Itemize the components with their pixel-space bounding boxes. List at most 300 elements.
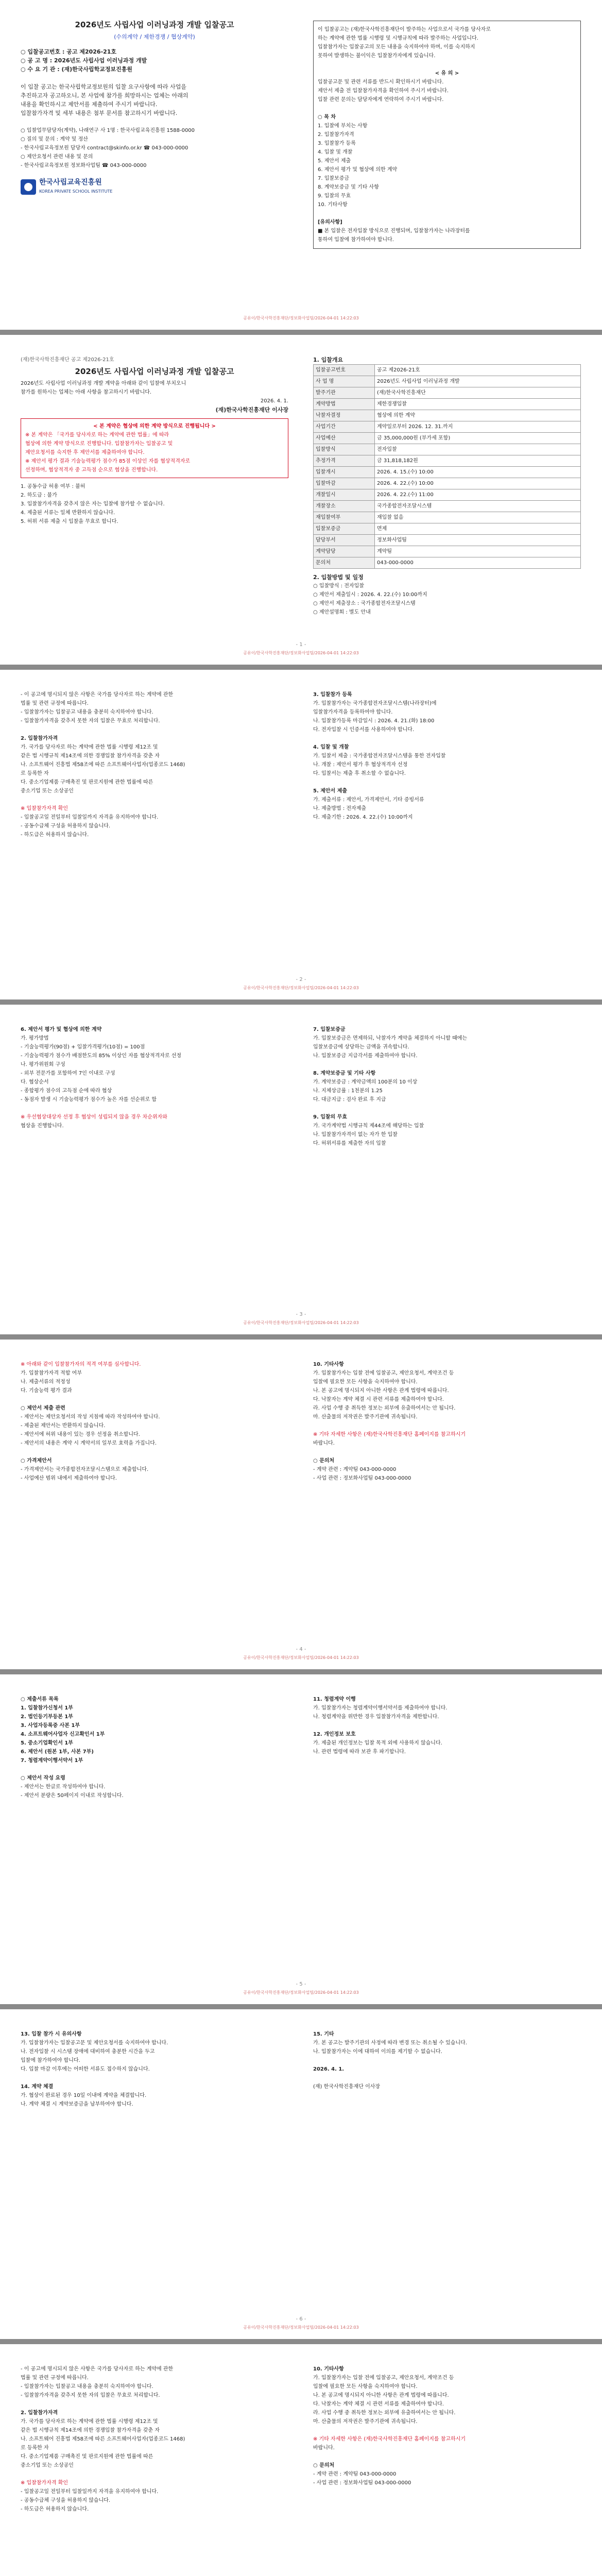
p2-notice: ※ 제안서 평가 결과 기술능력평가 점수가 85점 이상인 자를 협상적격자로 — [25, 459, 191, 464]
page-1-left-column — [21, 21, 288, 204]
text-line: ○ 제안서 작성 요령 — [21, 1775, 65, 1781]
page-1-body-line: 입찰참가자격 및 세부 내용은 첨부 문서를 참고하시기 바랍니다. — [21, 110, 178, 116]
table-row — [314, 455, 581, 467]
institute-logo-icon — [21, 179, 36, 195]
p2-heading: 1. 입찰개요 — [313, 357, 343, 363]
text-line: - 제출된 제안서는 반환하지 않습니다. — [21, 1423, 106, 1429]
text-line: 가. 입찰참가자는 청렴계약이행서약서를 제출하여야 합니다. — [313, 1705, 448, 1711]
table-row — [314, 478, 581, 489]
p1-right-line: 7. 입찰보증금 — [318, 176, 350, 181]
p1-right-line: 3. 입찰참가 등록 — [318, 141, 356, 146]
p1-right-line: ■ 본 입찰은 전자입찰 방식으로 진행되며, 입찰참가자는 나라장터를 — [318, 228, 470, 234]
table-cell: 금 31,818,182원 — [375, 455, 581, 467]
p1-right-line: 입찰공고문 및 관련 서류를 반드시 확인하시기 바랍니다. — [318, 79, 444, 85]
text-line — [313, 1448, 581, 1456]
text-line: 같은 법 시행규칙 제14조에 의한 경쟁입찰 참가자격을 갖춘 자 — [21, 753, 160, 759]
table-row — [314, 387, 581, 399]
table-header-cell: 발주기관 — [314, 387, 375, 399]
p2-notice: 선정하며, 협상적격자 중 고득점 순으로 협상을 진행합니다. — [25, 467, 158, 473]
text-line: - 기술능력평가 점수가 배점한도의 85% 이상인 자를 협상적격자로 선정 — [21, 1053, 182, 1059]
table-row — [314, 546, 581, 557]
text-line — [313, 778, 581, 787]
page-number: - 2 - — [296, 977, 306, 982]
p1-right-line: 4. 입찰 및 개찰 — [318, 149, 353, 155]
text-line: 나. 입찰보증금 지급각서를 제출하여야 합니다. — [313, 1053, 418, 1059]
page-4 — [0, 1005, 602, 1334]
text-line: 중소기업 또는 소상공인 — [21, 2463, 74, 2468]
page-number: - 3 - — [296, 1312, 306, 1317]
text-line: 나. 지체상금률 : 1천분의 1.25 — [313, 1088, 383, 1094]
text-line: 가. 국가를 당사자로 하는 계약에 관한 법률 시행령 제12조 및 — [21, 2419, 158, 2425]
table-cell: 계약일로부터 2026. 12. 31.까지 — [375, 421, 581, 433]
table-header-cell: 입찰개시 — [314, 467, 375, 478]
text-line: 6. 제안서 평가 및 협상에 의한 계약 — [21, 1027, 102, 1032]
table-row — [314, 433, 581, 444]
page-8-left-column — [21, 2365, 288, 2514]
text-line: 2026. 4. 1. — [313, 2066, 345, 2072]
text-line: 나. 본 공고에 명시되지 아니한 사항은 관계 법령에 따릅니다. — [313, 2393, 449, 2398]
text-line: 2. 입찰참가자격 — [21, 2410, 58, 2416]
text-line: 가. 국가를 당사자로 하는 계약에 관한 법률 시행령 제12조 및 — [21, 744, 158, 750]
text-line: 중소기업 또는 소상공인 — [21, 788, 74, 794]
text-line — [313, 2426, 581, 2435]
p1-right-line: 10. 기타사항 — [318, 202, 348, 208]
text-line: ※ 우선협상대상자 선정 후 협상이 성립되지 않을 경우 차순위자와 — [21, 1114, 167, 1120]
table-header-cell: 입찰방식 — [314, 444, 375, 455]
table-cell: 계약팀 — [375, 546, 581, 557]
text-line: 입찰보증금에 상당하는 금액을 귀속합니다. — [313, 1044, 409, 1050]
p1-right-line: 2. 입찰참가자격 — [318, 132, 354, 138]
table-row — [314, 489, 581, 501]
text-line: 4. 소프트웨어사업자 신고확인서 1부 — [21, 1732, 105, 1737]
table-cell: 2026. 4. 22.(수) 10:00 — [375, 478, 581, 489]
p1-right-line: 통하여 입찰에 참가하여야 합니다. — [318, 237, 394, 243]
logo-english: KOREA PRIVATE SCHOOL INSTITUTE — [39, 189, 113, 194]
p1-right-line: 1. 입찰에 부치는 사항 — [318, 123, 368, 129]
text-line: 협상을 진행합니다. — [21, 1123, 64, 1129]
text-line — [313, 2056, 581, 2065]
page-5-left-column — [21, 1360, 288, 1483]
table-row — [314, 467, 581, 478]
text-line: 10. 기타사항 — [313, 2366, 344, 2372]
text-line: - 이 공고에 명시되지 않은 사항은 국가를 당사자로 하는 계약에 관한 — [21, 2366, 174, 2372]
p1-right-line: ○ 목 차 — [318, 114, 336, 120]
text-line: 입찰에 필요한 모든 사항을 숙지하여야 합니다. — [313, 2384, 418, 2389]
p2-notice: 협상에 의한 계약 방식으로 진행합니다. 입찰참가자는 입찰공고 및 — [25, 441, 173, 447]
text-line: 입찰에 필요한 모든 사항을 숙지하여야 합니다. — [313, 1379, 418, 1385]
text-line: - 하도급은 허용하지 않습니다. — [21, 832, 89, 838]
text-line: - 하도급은 허용하지 않습니다. — [21, 2506, 89, 2512]
text-line: 가. 제출된 개인정보는 입찰 목적 외에 사용하지 않습니다. — [313, 1740, 442, 1746]
table-row — [314, 376, 581, 387]
text-line: 다. 제출기한 : 2026. 4. 22.(수) 10:00까지 — [313, 815, 413, 820]
text-line: 다. 대금지급 : 검사 완료 후 지급 — [313, 1097, 386, 1103]
table-cell: 공고 제2026-21호 — [375, 365, 581, 376]
table-row — [314, 501, 581, 512]
text-line: - 이 공고에 명시되지 않은 사항은 국가를 당사자로 하는 계약에 관한 — [21, 692, 174, 698]
text-line — [21, 1395, 288, 1404]
page-1-contact: ○ 질의 및 문의 : 계약 및 정산 — [21, 137, 88, 142]
table-cell: 043-000-0000 — [375, 557, 581, 569]
page-footer: 공유이/한국사학진흥재단/정보화사업팀/2026-04-01 14:22:03 — [243, 1320, 359, 1325]
page-1 — [0, 0, 602, 330]
text-line: 나. 입찰참가등록 마감일시 : 2026. 4. 21.(화) 18:00 — [313, 718, 435, 724]
text-line: 8. 계약보증금 및 기타 사항 — [313, 1071, 376, 1076]
p1-right-line: 못하여 발생하는 불이익은 입찰참가자에게 있습니다. — [318, 53, 436, 59]
page-2-left-column — [21, 355, 288, 526]
table-header-cell: 계약담당 — [314, 546, 375, 557]
page-3-left-column — [21, 690, 288, 839]
logo-korean: 한국사립교육진흥원 — [39, 178, 102, 187]
text-line — [313, 2074, 581, 2082]
text-line: 가. 국가계약법 시행규칙 제44조에 해당하는 입찰 — [313, 1123, 424, 1129]
text-line: - 입찰참가자는 입찰공고 내용을 충분히 숙지하여야 합니다. — [21, 2384, 153, 2389]
page-8-right-column — [313, 2365, 581, 2487]
table-header-cell: 추정가격 — [314, 455, 375, 467]
text-line: 7. 청렴계약이행서약서 1부 — [21, 1758, 83, 1764]
table-cell: 제한경쟁입찰 — [375, 399, 581, 410]
text-line: 다. 입찰 마감 이후에는 어떠한 서류도 접수하지 않습니다. — [21, 2066, 150, 2072]
text-line: ※ 기타 자세한 사항은 (재)한국사학진흥재단 홈페이지를 참고하시기 — [313, 1432, 466, 1437]
text-line: 마. 산출물의 저작권은 발주기관에 귀속됩니다. — [313, 2419, 418, 2425]
text-line: 15. 기타 — [313, 2031, 334, 2037]
page-1-body-line: 내용을 확인하시고 제안서를 제출하여 주시기 바랍니다. — [21, 101, 158, 108]
p2-intro: 2026년도 사립사업 이러닝과정 개발 계약을 아래와 같이 입찰에 부치오니 — [21, 381, 186, 386]
text-line: 3. 입찰참가 등록 — [313, 692, 352, 698]
table-header-cell: 개찰장소 — [314, 501, 375, 512]
text-line: 나. 개찰 : 제안서 평가 후 협상적격자 선정 — [313, 762, 408, 768]
page-1-right-column — [313, 21, 581, 249]
text-line: - 제안서는 한글로 작성하여야 합니다. — [21, 1784, 106, 1790]
text-line: 다. 협상순서 — [21, 1079, 49, 1085]
text-line: 2. 법인등기부등본 1부 — [21, 1714, 73, 1720]
p1-right-line: 6. 제안서 평가 및 협상에 의한 계약 — [318, 167, 398, 173]
table-cell: (재)한국사학진흥재단 — [375, 387, 581, 399]
text-line: ○ 가격제안서 — [21, 1458, 52, 1464]
page-footer: 공유이/한국사학진흥재단/정보화사업팀/2026-04-01 14:22:03 — [243, 316, 359, 320]
text-line: 가. 입찰참가자는 입찰 전에 입찰공고, 제안요청서, 계약조건 등 — [313, 1370, 454, 1376]
p2-intro: 참가를 원하시는 업체는 아래 사항을 참고하시기 바랍니다. — [21, 389, 152, 395]
text-line: - 계약 관련 : 계약팀 043-000-0000 — [313, 2471, 397, 2477]
text-line: 가. 제출서류 : 제안서, 가격제안서, 기타 증빙서류 — [313, 797, 424, 803]
text-line: 가. 계약보증금 : 계약금액의 100분의 10 이상 — [313, 1079, 418, 1085]
page-7-left-column — [21, 2030, 288, 2109]
text-line: 나. 계약 체결 시 계약보증금을 납부하여야 합니다. — [21, 2102, 133, 2107]
text-line: 입찰참가자격을 등록하여야 합니다. — [313, 709, 393, 715]
text-line — [21, 2400, 288, 2409]
text-line: 9. 입찰의 무효 — [313, 1114, 348, 1120]
page-footer: 공유이/한국사학진흥재단/정보화사업팀/2026-04-01 14:22:03 — [243, 1655, 359, 1660]
text-line: 나. 소프트웨어 진흥법 제58조에 따른 소프트웨어사업자(업종코드 1468) — [21, 2436, 185, 2442]
table-cell: 금 35,000,000원 (부가세 포함) — [375, 433, 581, 444]
p2-list: 4. 제출된 서류는 일체 반환하지 않습니다. — [21, 510, 115, 516]
p1-right-line: < 유 의 > — [435, 71, 459, 76]
page-3 — [0, 670, 602, 999]
text-line — [313, 1060, 581, 1069]
text-line: - 입찰참가자격을 갖추지 못한 자의 입찰은 무효로 처리합니다. — [21, 718, 160, 724]
text-line — [21, 1448, 288, 1456]
p1-right-line — [318, 209, 576, 218]
text-line: 법률 및 관련 규정에 따릅니다. — [21, 2375, 89, 2381]
table-header-cell: 낙찰자결정 — [314, 410, 375, 421]
table-cell: 2026. 4. 22.(수) 11:00 — [375, 489, 581, 501]
page-number: - 4 - — [296, 1647, 306, 1652]
page-1-contact: - 한국사립교육정보원 정보화사업팀 ☎ 043-000-0000 — [21, 163, 147, 168]
page-footer: 공유이/한국사학진흥재단/정보화사업팀/2026-04-01 14:22:03 — [243, 651, 359, 655]
text-line: 나. 소프트웨어 진흥법 제58조에 따른 소프트웨어사업자(업종코드 1468) — [21, 762, 185, 768]
table-header-cell: 개찰일시 — [314, 489, 375, 501]
text-line: 같은 법 시행규칙 제14조에 의한 경쟁입찰 참가자격을 갖춘 자 — [21, 2428, 160, 2433]
table-header-cell: 문의처 — [314, 557, 375, 569]
text-line — [313, 734, 581, 743]
text-line: 나. 관련 법령에 따라 보관 후 파기합니다. — [313, 1749, 406, 1755]
text-line: - 입찰참가자격을 갖추지 못한 자의 입찰은 무효로 처리합니다. — [21, 2393, 160, 2398]
text-line: ※ 입찰참가자격 확인 — [21, 2480, 68, 2486]
page-number: - 6 - — [296, 2316, 306, 2322]
bid-overview-table — [313, 364, 581, 569]
text-line: 나. 청렴계약을 위반한 경우 입찰참가자격을 제한합니다. — [313, 1714, 439, 1720]
page-5-right-column — [313, 1360, 581, 1483]
text-line: 11. 청렴계약 이행 — [313, 1697, 356, 1702]
p1-right-line: 5. 제안서 제출 — [318, 158, 351, 164]
p2-notice: < 본 계약은 협상에 의한 계약 방식으로 진행됩니다 > — [93, 423, 216, 429]
p1-right-line: 8. 계약보증금 및 기타 사항 — [318, 184, 379, 190]
page-1-title: 2026년도 사립사업 이러닝과정 개발 입찰공고 — [75, 20, 234, 29]
text-line: ○ 제안서 제출 관련 — [21, 1405, 65, 1411]
p2-intro-date: 2026. 4. 1. — [260, 398, 288, 404]
page-2-right-column — [313, 355, 581, 617]
text-line: 다. 중소기업제품 구매촉진 및 판로지원에 관한 법률에 따른 — [21, 779, 153, 785]
text-line: 다. 낙찰자는 계약 체결 시 관련 서류를 제출하여야 합니다. — [313, 1397, 444, 1402]
text-line: - 제안서의 내용은 계약 시 계약서의 일부로 효력을 가집니다. — [21, 1440, 157, 1446]
page-8 — [0, 2344, 602, 2576]
text-line: 다. 전자입찰 시 인증서를 사용하여야 합니다. — [313, 727, 415, 733]
table-header-cell: 계약방법 — [314, 399, 375, 410]
p2-schedule: ○ 입찰방식 : 전자입찰 — [313, 583, 364, 589]
text-line: 3. 사업자등록증 사본 1부 — [21, 1723, 80, 1728]
text-line: 로 등록한 자 — [21, 2445, 49, 2451]
text-line: 나. 전자입찰 시 시스템 장애에 대비하여 충분한 시간을 두고 — [21, 2049, 155, 2055]
table-cell: 2026. 4. 15.(수) 10:00 — [375, 467, 581, 478]
institute-logo — [21, 178, 288, 196]
text-line: ○ 제출서류 목록 — [21, 1697, 59, 1702]
text-line: ○ 문의처 — [313, 2463, 335, 2468]
text-line: 다. 입찰서는 제출 후 취소할 수 없습니다. — [313, 771, 406, 776]
text-line — [313, 1721, 581, 1730]
table-header-cell: 입찰마감 — [314, 478, 375, 489]
text-line: - 사업예산 범위 내에서 제출하여야 합니다. — [21, 1476, 117, 1481]
text-line: 6. 제안서 (원본 1부, 사본 7부) — [21, 1749, 94, 1755]
page-footer: 공유이/한국사학진흥재단/정보화사업팀/2026-04-01 14:22:03 — [243, 2325, 359, 2330]
text-line: 가. 입찰참가자는 입찰 전에 입찰공고, 제안요청서, 계약조건 등 — [313, 2375, 454, 2381]
table-row — [314, 444, 581, 455]
text-line: 다. 중소기업제품 구매촉진 및 판로지원에 관한 법률에 따른 — [21, 2454, 153, 2460]
text-line: - 입찰참가자는 입찰공고 내용을 충분히 숙지하여야 합니다. — [21, 709, 153, 715]
page-1-contact: ○ 제안요청서 관련 내용 및 문의 — [21, 154, 93, 160]
page-6 — [0, 1674, 602, 2004]
p2-notice-box — [21, 418, 288, 478]
page-2-header: (재)한국사학진흥재단 공고 제2026-21호 — [21, 357, 114, 363]
page-7-right-column — [313, 2030, 581, 2091]
table-row — [314, 523, 581, 535]
text-line: 로 등록한 자 — [21, 771, 49, 776]
p1-right-line: 제안서 제출 전 입찰참가자격을 확인하여 주시기 바랍니다. — [318, 88, 449, 94]
text-line: ○ 문의처 — [313, 1458, 335, 1464]
text-line: - 계약 관련 : 계약팀 043-000-0000 — [313, 1467, 397, 1472]
text-line: 가. 평가방법 — [21, 1036, 49, 1041]
p2-schedule: ○ 제안서 제출일시 : 2026. 4. 22.(수) 10:00까지 — [313, 592, 427, 598]
text-line: - 제안서 분량은 50페이지 이내로 작성합니다. — [21, 1793, 124, 1799]
text-line — [21, 725, 288, 734]
p1-right-line — [318, 60, 576, 69]
text-line: 나. 평가위원회 구성 — [21, 1062, 65, 1067]
text-line: - 사업 관련 : 정보화사업팀 043-000-0000 — [313, 1476, 411, 1481]
text-line: 가. 입찰서 제출 : 국가종합전자조달시스템을 통한 전자입찰 — [313, 753, 446, 759]
page-7 — [0, 2009, 602, 2339]
table-cell: 협상에 의한 계약 — [375, 410, 581, 421]
text-line: 13. 입찰 참가 시 유의사항 — [21, 2031, 82, 2037]
p1-right-line: 9. 입찰의 무효 — [318, 193, 351, 199]
page-2-title: 2026년도 사립사업 이러닝과정 개발 입찰공고 — [75, 367, 234, 376]
text-line: 나. 제출방법 : 전자제출 — [313, 806, 367, 811]
text-line: 10. 기타사항 — [313, 1362, 344, 1367]
table-row — [314, 557, 581, 569]
page-1-body-line: 추진하고자 공고하오니, 본 사업에 참가를 희망하시는 업체는 아래의 — [21, 92, 188, 99]
text-line: - 기술능력평가(90점) + 입찰가격평가(10점) = 100점 — [21, 1044, 145, 1050]
text-line: 다. 기술능력 평가 결과 — [21, 1388, 72, 1394]
p1-right-line: 이 입찰공고는 (재)한국사학진흥재단이 발주하는 사업으로서 국가를 당사자로 — [318, 27, 491, 32]
p1-right-line: 하는 계약에 관한 법률 시행령 및 시행규칙에 따라 발주하는 사업입니다. — [318, 36, 478, 41]
text-line: 가. 입찰참가자는 입찰공고문 및 제안요청서를 숙지하여야 합니다. — [21, 2040, 168, 2046]
text-line: 나. 입찰참가자는 이에 대하여 이의를 제기할 수 없습니다. — [313, 2049, 442, 2055]
table-row — [314, 421, 581, 433]
text-line: 가. 입찰참가자는 국가종합전자조달시스템(나라장터)에 — [313, 701, 437, 706]
table-header-cell: 사업예산 — [314, 433, 375, 444]
text-line: - 제안서에 허위 내용이 있는 경우 선정을 취소합니다. — [21, 1432, 140, 1437]
table-row — [314, 535, 581, 546]
text-line: 나. 본 공고에 명시되지 아니한 사항은 관계 법령에 따릅니다. — [313, 1388, 449, 1394]
table-header-cell: 사 업 명 — [314, 376, 375, 387]
page-3-right-column — [313, 690, 581, 822]
text-line — [21, 2470, 288, 2479]
text-line: - 종합평가 점수의 고득점 순에 따라 협상 — [21, 1088, 112, 1094]
text-line: 입찰에 참가하여야 합니다. — [21, 2058, 80, 2063]
page-1-item: ○ 공 고 명 : 2026년도 사립사업 이러닝과정 개발 — [21, 57, 147, 64]
page-1-item: ○ 수 요 기 관 : (재)한국사립학교정보진흥원 — [21, 66, 133, 73]
table-row — [314, 365, 581, 376]
p1-right-line — [318, 104, 576, 113]
text-line: 2. 입찰참가자격 — [21, 736, 58, 741]
p2-notice: 제안요청서를 숙지한 후 제안서를 제출하여야 합니다. — [25, 450, 145, 455]
p1-right-line: 입찰참가자는 입찰공고의 모든 내용을 숙지하여야 하며, 이를 숙지하지 — [318, 44, 475, 50]
table-header-cell: 입찰공고번호 — [314, 365, 375, 376]
text-line: 7. 입찰보증금 — [313, 1027, 346, 1032]
text-line: 4. 입찰 및 개찰 — [313, 744, 349, 750]
table-cell: 전자입찰 — [375, 444, 581, 455]
text-line — [313, 2452, 581, 2461]
page-5 — [0, 1340, 602, 1669]
text-line: ※ 아래와 같이 입찰참가자의 적격 여부를 심사합니다. — [21, 1362, 141, 1367]
text-line: 14. 계약 체결 — [21, 2084, 54, 2090]
table-cell: 국가종합전자조달시스템 — [375, 501, 581, 512]
text-line: 가. 입찰참가자격 적합 여부 — [21, 1370, 82, 1376]
text-line: 다. 낙찰자는 계약 체결 시 관련 서류를 제출하여야 합니다. — [313, 2401, 444, 2407]
table-row — [314, 512, 581, 523]
page-6-right-column — [313, 1695, 581, 1756]
text-line: 가. 본 공고는 발주기관의 사정에 따라 변경 또는 취소될 수 있습니다. — [313, 2040, 467, 2046]
p2-list: 1. 공동수급 허용 여부 : 불허 — [21, 484, 85, 489]
page-number: - 5 - — [296, 1981, 306, 1987]
page-1-contact: ○ 입찰업무담당자(계약), 나래연구 사 1명 : 한국사립교육진흥원 1588-0000 — [21, 128, 195, 133]
text-line — [21, 2074, 288, 2082]
text-line: 12. 개인정보 보호 — [313, 1732, 356, 1737]
table-header-cell: 재입찰여부 — [314, 512, 375, 523]
page-number: - 1 - — [296, 642, 306, 648]
table-cell: 2026년도 사립사업 이러닝과정 개발 — [375, 376, 581, 387]
p2-sign: (재)한국사학진흥재단 이사장 — [215, 406, 288, 413]
text-line: 라. 사업 수행 중 취득한 정보는 외부에 유출하여서는 안 됩니다. — [313, 2410, 456, 2416]
text-line: 바랍니다. — [313, 2445, 335, 2451]
text-line: 가. 협상이 완료된 경우 10일 이내에 계약을 체결합니다. — [21, 2093, 147, 2098]
text-line: - 사업 관련 : 정보화사업팀 043-000-0000 — [313, 2480, 411, 2486]
page-1-contact: - 한국사립교육정보원 담당자 contract@skinfo.or.kr ☎ 043-000-0000 — [21, 145, 188, 151]
text-line: 바랍니다. — [313, 1440, 335, 1446]
text-line — [313, 1104, 581, 1113]
text-line: - 가격제안서는 국가종합전자조달시스템으로 제출합니다. — [21, 1467, 149, 1472]
text-line: 1. 입찰참가신청서 1부 — [21, 1705, 73, 1711]
text-line: 5. 제안서 제출 — [313, 788, 348, 794]
text-line: ※ 입찰참가자격 확인 — [21, 806, 68, 811]
table-cell: 면제 — [375, 523, 581, 535]
text-line: 5. 중소기업확인서 1부 — [21, 1740, 73, 1746]
text-line: 라. 사업 수행 중 취득한 정보는 외부에 유출하여서는 안 됩니다. — [313, 1405, 456, 1411]
text-line: (재) 한국사학진흥재단 이사장 — [313, 2084, 381, 2090]
page-4-left-column — [21, 1025, 288, 1130]
text-line: - 공동수급체 구성을 허용하지 않습니다. — [21, 2498, 111, 2503]
text-line — [21, 795, 288, 804]
page-4-right-column — [313, 1025, 581, 1148]
p2-schedule: ○ 제안설명회 : 별도 안내 — [313, 609, 371, 615]
p1-right-line: 입찰 관련 문의는 담당자에게 연락하여 주시기 바랍니다. — [318, 97, 444, 103]
text-line: - 공동수급체 구성을 허용하지 않습니다. — [21, 823, 111, 829]
table-row — [314, 399, 581, 410]
p2-list: 5. 허위 서류 제출 시 입찰을 무효로 합니다. — [21, 519, 118, 524]
text-line: 나. 제출서류의 적정성 — [21, 1379, 71, 1385]
text-line: - 외부 전문가를 포함하여 7인 이내로 구성 — [21, 1071, 115, 1076]
p2-list: 3. 입찰참가자격을 갖추지 않은 자는 입찰에 참가할 수 없습니다. — [21, 501, 165, 507]
table-header-cell: 담당부서 — [314, 535, 375, 546]
text-line — [21, 1765, 288, 1774]
page-1-item: ○ 입찰공고번호 : 공고 제2026-21호 — [21, 48, 117, 55]
table-header-cell: 입찰보증금 — [314, 523, 375, 535]
text-line: - 동점자 발생 시 기술능력평가 점수가 높은 자를 선순위로 함 — [21, 1097, 157, 1103]
text-line: ※ 기타 자세한 사항은 (재)한국사학진흥재단 홈페이지를 참고하시기 — [313, 2436, 466, 2442]
p2-notice: ※ 본 계약은 「국가를 당사자로 하는 계약에 관한 법률」에 따라 — [25, 432, 169, 438]
text-line: 나. 입찰참가자격이 없는 자가 한 입찰 — [313, 1132, 398, 1138]
text-line: 가. 입찰보증금은 면제하되, 낙찰자가 계약을 체결하지 아니할 때에는 — [313, 1036, 468, 1041]
table-row — [314, 410, 581, 421]
text-line: 다. 허위서류를 제출한 자의 입찰 — [313, 1141, 386, 1146]
text-line: - 제안서는 제안요청서의 작성 지침에 따라 작성하여야 합니다. — [21, 1414, 160, 1420]
page-footer: 공유이/한국사학진흥재단/정보화사업팀/2026-04-01 14:22:03 — [243, 986, 359, 990]
p1-right-line: [유의사항] — [318, 219, 342, 225]
text-line: 마. 산출물의 저작권은 발주기관에 귀속됩니다. — [313, 1414, 418, 1420]
table-cell: 재입찰 없음 — [375, 512, 581, 523]
p2-heading: 2. 입찰방법 및 일정 — [313, 574, 364, 581]
page-6-left-column — [21, 1695, 288, 1800]
text-line: - 입찰공고일 전일부터 입찰일까지 자격을 유지하여야 합니다. — [21, 815, 159, 820]
text-line — [313, 1421, 581, 1430]
